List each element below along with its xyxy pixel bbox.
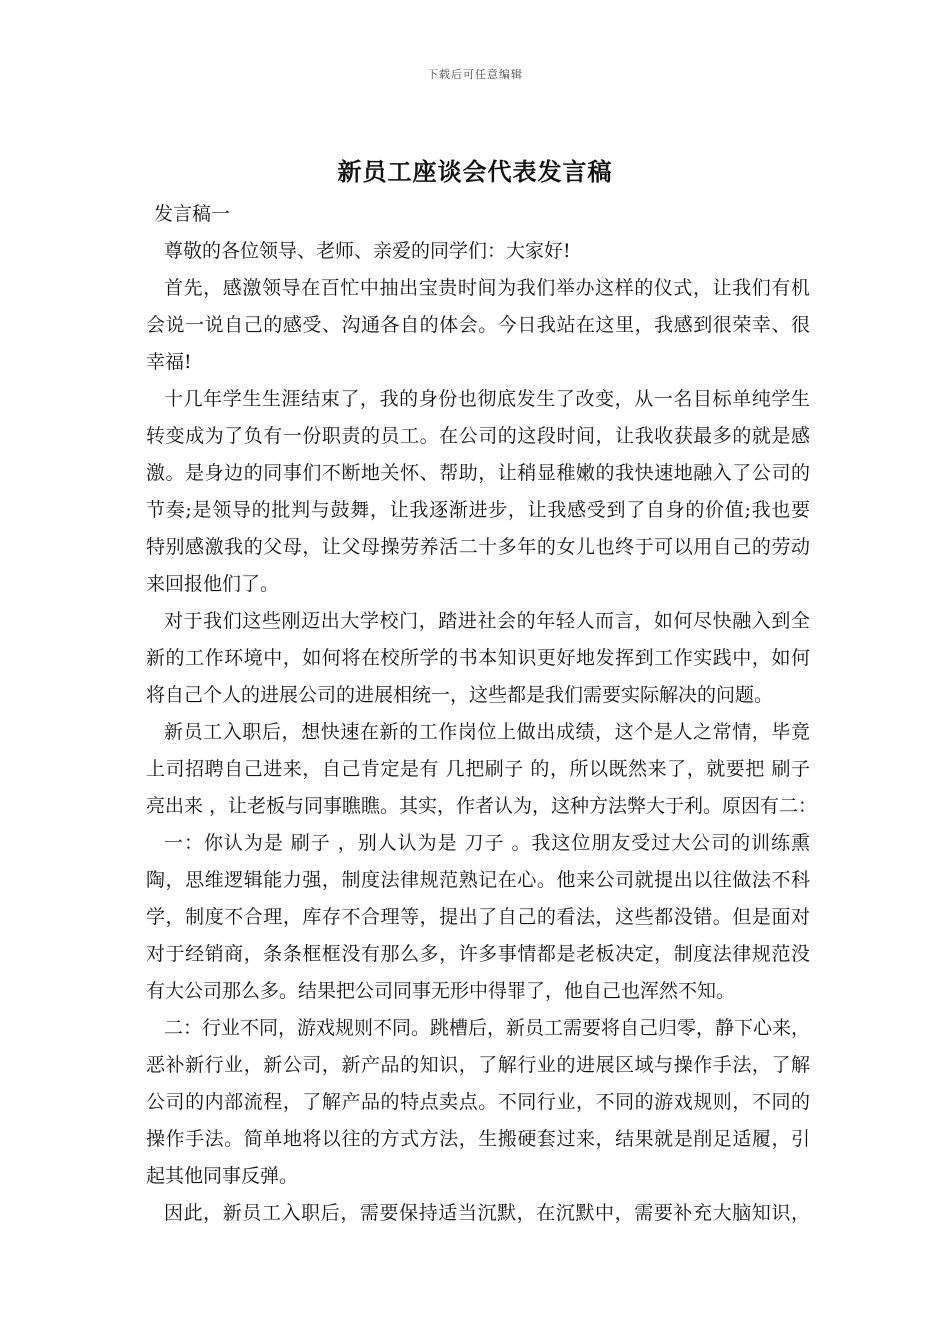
paragraph-line: 来回报他们了。 bbox=[146, 573, 280, 595]
section-label: 发言稿一 bbox=[154, 203, 231, 225]
paragraph-line: 新员工入职后，想快速在新的工作岗位上做出成绩，这个是人之常情，毕竟 bbox=[164, 721, 810, 743]
paragraph-line: 十几年学生生涯结束了，我的身份也彻底发生了改变，从一名目标单纯学生 bbox=[164, 388, 810, 410]
paragraph-line: 学，制度不合理，库存不合理等，提出了自己的看法，这些都没错。但是面对 bbox=[146, 906, 810, 928]
document-body bbox=[146, 196, 818, 1232]
paragraph-line: 激。是身边的同事们不断地关怀、帮助，让稍显稚嫩的我快速地融入了公司的 bbox=[146, 462, 810, 484]
paragraph-line: 对于我们这些刚迈出大学校门，踏进社会的年轻人而言，如何尽快融入到全 bbox=[164, 610, 810, 632]
paragraph-line: 新的工作环境中，如何将在校所学的书本知识更好地发挥到工作实践中，如何 bbox=[146, 647, 810, 669]
document-title: 新员工座谈会代表发言稿 bbox=[337, 158, 613, 186]
paragraph-line: 公司的内部流程，了解产品的特点卖点。不同行业，不同的游戏规则，不同的 bbox=[146, 1091, 810, 1113]
paragraph-line: 二：行业不同，游戏规则不同。跳槽后，新员工需要将自己归零，静下心来， bbox=[164, 1017, 811, 1039]
paragraph-line: 操作手法。简单地将以往的方式方法，生搬硬套过来，结果就是削足适履，引 bbox=[146, 1128, 810, 1150]
paragraph-line: 起其他同事反弹。 bbox=[146, 1165, 299, 1187]
paragraph-line: 有大公司那么多。结果把公司同事无形中得罪了，他自己也浑然不知。 bbox=[146, 980, 736, 1002]
paragraph-line: 首先，感激领导在百忙中抽出宝贵时间为我们举办这样的仪式，让我们有机 bbox=[164, 277, 810, 299]
paragraph-line: 对于经销商，条条框框没有那么多，许多事情都是老板决定，制度法律规范没 bbox=[146, 943, 810, 965]
paragraph-line: 亮出来 ，让老板与同事瞧瞧。其实，作者认为，这种方法弊大于利。原因有二： bbox=[146, 795, 818, 817]
paragraph-line: 尊敬的各位领导、老师、亲爱的同学们：大家好! bbox=[164, 240, 571, 262]
header-note: 下载后可任意编辑 bbox=[427, 68, 523, 81]
paragraph-line: 陶，思维逻辑能力强，制度法律规范熟记在心。他来公司就提出以往做法不科 bbox=[146, 869, 810, 891]
paragraph-line: 上司招聘自己进来，自己肯定是有 几把刷子 的，所以既然来了，就要把 刷子 bbox=[146, 758, 810, 780]
paragraph-line: 转变成为了负有一份职责的员工。在公司的这段时间，让我收获最多的就是感 bbox=[146, 425, 810, 447]
paragraph-line: 会说一说自己的感受、沟通各自的体会。今日我站在这里，我感到很荣幸、很 bbox=[146, 314, 810, 336]
paragraph-line: 恶补新行业，新公司，新产品的知识，了解行业的进展区域与操作手法，了解 bbox=[146, 1054, 810, 1076]
paragraph-line: 因此，新员工入职后，需要保持适当沉默，在沉默中，需要补充大脑知识， bbox=[164, 1202, 810, 1224]
paragraph-line: 一：你认为是 刷子 ，别人认为是 刀子 。我这位朋友受过大公司的训练熏 bbox=[164, 832, 810, 854]
paragraph-line: 节奏;是领导的批判与鼓舞，让我逐渐进步，让我感受到了自身的价值;我也要 bbox=[146, 499, 810, 521]
paragraph-line: 特别感激我的父母，让父母操劳养活二十多年的女儿也终于可以用自己的劳动 bbox=[146, 536, 810, 558]
paragraph-line: 幸福! bbox=[146, 351, 192, 373]
paragraph-line: 将自己个人的进展公司的进展相统一，这些都是我们需要实际解决的问题。 bbox=[146, 684, 774, 706]
